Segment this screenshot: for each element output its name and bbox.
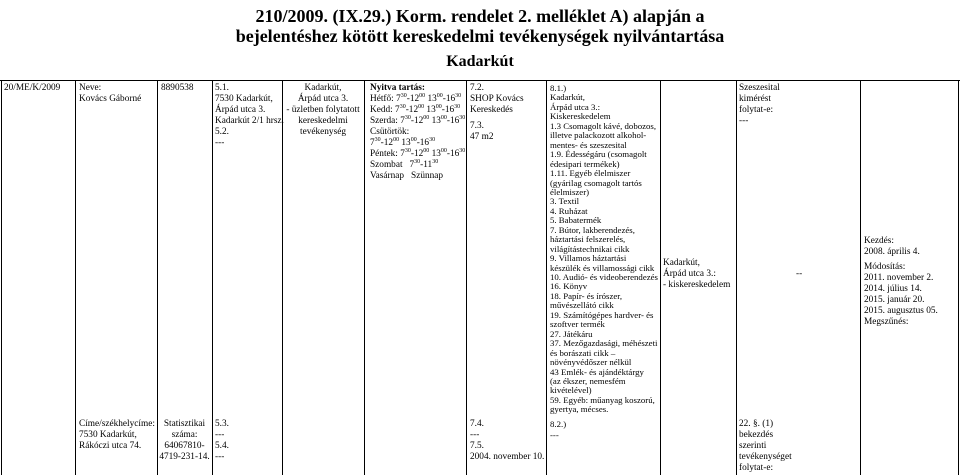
section-22-label: 22. §. (1) bbox=[739, 419, 774, 429]
column-divider bbox=[860, 80, 861, 475]
section-5-1: 5.1. bbox=[215, 83, 229, 93]
product-line: 59. Egyéb: műanyag koszorú, bbox=[550, 394, 655, 405]
section-5-2: 5.2. bbox=[215, 127, 229, 137]
activity-street: Árpád utca 3. bbox=[297, 94, 349, 104]
seat-label: Címe/székhelycíme: bbox=[79, 419, 155, 429]
column-divider bbox=[157, 80, 158, 475]
product-line: Kiskereskedelem bbox=[550, 111, 611, 122]
activity-type: kereskedelmi bbox=[298, 116, 348, 126]
shop-area: 47 m2 bbox=[470, 132, 494, 142]
activity-type: tevékenység bbox=[300, 127, 346, 137]
seat-street: Rákóczi utca 74. bbox=[79, 441, 142, 451]
trade-place-type: - kiskereskedelem bbox=[663, 280, 731, 290]
alcohol-label: Szeszesital bbox=[739, 83, 780, 93]
heading-city: Kadarkút bbox=[446, 53, 514, 70]
section-7-4-value: --- bbox=[470, 430, 480, 440]
product-line: készülék és villamossági cikk bbox=[550, 262, 655, 273]
product-line: Kadarkút, bbox=[550, 92, 585, 103]
product-line: (az ékszer, nemesfém bbox=[550, 375, 626, 386]
product-line: 9. Villamos háztartási bbox=[550, 253, 627, 264]
product-line: élelmiszer) bbox=[550, 186, 590, 197]
column-divider bbox=[466, 80, 467, 475]
modification-date: 2011. november 2. bbox=[864, 273, 934, 283]
column-divider bbox=[546, 80, 547, 475]
product-line: művészellátó cikk bbox=[550, 300, 614, 311]
shop-name: SHOP Kovács bbox=[470, 94, 524, 104]
product-line: 8.1.) bbox=[550, 83, 567, 93]
product-line: 3. Textil bbox=[550, 196, 580, 207]
start-label: Kezdés: bbox=[864, 236, 894, 246]
activity-type: - üzletben folytatott bbox=[286, 105, 360, 115]
shop-name: Kereskedés bbox=[470, 105, 513, 115]
product-line: kivételével) bbox=[550, 385, 592, 396]
section-7-4: 7.4. bbox=[470, 419, 484, 429]
column-divider bbox=[736, 80, 737, 475]
hours-sunday: Vasárnap Szünnap bbox=[370, 171, 444, 181]
hours-monday: Hétfő: $7^{30}-12^{00}$ $13^{00}-16^{30}$ bbox=[370, 93, 462, 104]
section-22-label: bekezdés bbox=[739, 430, 774, 440]
stat-number: 64067810- bbox=[164, 441, 205, 451]
product-line: --- bbox=[550, 430, 559, 440]
registration-number: 20/ME/K/2009 bbox=[4, 83, 61, 93]
stat-number: 4719-231-14. bbox=[159, 452, 210, 462]
product-line: és borászati cikk – bbox=[550, 347, 616, 358]
product-line: mentes- és szeszesital bbox=[550, 139, 627, 150]
column-divider bbox=[364, 80, 365, 475]
termination-label: Megszűnés: bbox=[864, 317, 909, 327]
column-divider bbox=[212, 80, 213, 475]
section-5-3-value: --- bbox=[215, 430, 225, 440]
site-address-lot: Kadarkút 2/1 hrsz. bbox=[215, 116, 284, 126]
section-7-5: 7.5. bbox=[470, 441, 484, 451]
modification-label: Módosítás: bbox=[864, 262, 906, 272]
hours-tuesday: Kedd: $7^{30}-12^{00}$ $13^{00}-16^{30}$ bbox=[370, 104, 461, 115]
product-line: 1.3 Csomagolt kávé, dobozos, bbox=[550, 120, 657, 131]
name-label: Neve: bbox=[79, 83, 102, 93]
product-line: édesipari termékek) bbox=[550, 158, 620, 169]
section-5-4: 5.4. bbox=[215, 441, 229, 451]
start-value: 2008. április 4. bbox=[864, 247, 920, 257]
modification-date: 2014. július 14. bbox=[864, 284, 922, 294]
stat-label: Statisztikai bbox=[163, 419, 206, 429]
product-line: 37. Mezőgazdasági, méhészeti bbox=[550, 338, 658, 349]
modification-date: 2015. január 20. bbox=[864, 295, 925, 305]
product-line: 5. Babatermék bbox=[550, 215, 602, 226]
alcohol-label: folytat-e: bbox=[739, 105, 774, 115]
trade-place-street: Árpád utca 3.: bbox=[663, 269, 716, 279]
site-address-city: 7530 Kadarkút, bbox=[215, 94, 273, 104]
hours-wednesday: Szerda: $7^{30}-12^{00}$ $13^{00}-16^{30}$ bbox=[370, 115, 466, 126]
hours-friday: Péntek: $7^{30}-12^{00}$ $13^{00}-16^{30}$ bbox=[370, 148, 466, 159]
product-line: 43 Emlék- és ajándéktárgy bbox=[550, 366, 644, 377]
hours-thursday: $7^{30}-12^{00}$ $13^{00}-16^{30}$ bbox=[370, 137, 436, 148]
hours-saturday: Szombat $7^{30}-11^{30}$ bbox=[370, 159, 439, 170]
table-top-border bbox=[0, 80, 960, 81]
section-22-label: szerinti bbox=[739, 441, 767, 451]
product-line: 10. Audió- és videoberendezés bbox=[550, 272, 658, 282]
heading-line-1: 210/2009. (IX.29.) Korm. rendelet 2. melléklet A) alapján a bbox=[255, 6, 705, 26]
column-divider bbox=[75, 80, 76, 475]
activity-city: Kadarkút, bbox=[304, 83, 342, 93]
product-line: világítástechnikai cikk bbox=[550, 243, 630, 254]
product-line: 27. Játékáru bbox=[550, 328, 593, 339]
company-reg-number: 8890538 bbox=[161, 83, 194, 93]
column-divider bbox=[282, 80, 283, 475]
heading-line-2: bejelentéshez kötött kereskedelmi tevékenységek nyilvántartása bbox=[235, 26, 725, 46]
product-line: 16. Könyv bbox=[550, 281, 588, 292]
modification-date: 2015. augusztus 05. bbox=[864, 306, 938, 316]
product-line: gyertya, mécses. bbox=[550, 404, 609, 415]
product-line: 1.11. Egyéb élelmiszer bbox=[550, 168, 631, 179]
section-5-4-value: --- bbox=[215, 452, 225, 462]
product-line: Árpád utca 3.: bbox=[550, 101, 601, 112]
site-address-street: Árpád utca 3. bbox=[215, 105, 266, 115]
hours-thursday-label: Csütörtök: bbox=[370, 127, 410, 137]
section-5-3: 5.3. bbox=[215, 419, 229, 429]
section-7-3: 7.3. bbox=[470, 121, 484, 131]
product-line: (gyárilag csomagolt tartós bbox=[550, 177, 642, 188]
product-line: 8.2.) bbox=[550, 419, 567, 429]
column-divider bbox=[1, 80, 2, 475]
trade-place-city: Kadarkút, bbox=[663, 258, 700, 268]
seat-city: 7530 Kadarkút, bbox=[79, 430, 137, 440]
middle-dash: -- bbox=[796, 269, 803, 279]
product-line: 4. Ruházat bbox=[550, 205, 588, 216]
product-line: 1.9. Édességáru (csomagolt bbox=[550, 149, 647, 160]
alcohol-label: kimérést bbox=[739, 94, 772, 104]
stat-label: száma: bbox=[171, 430, 198, 440]
product-line: növényvédőszer nélkül bbox=[550, 357, 632, 368]
start-date: 2004. november 10. bbox=[470, 452, 545, 462]
product-line: háztartási felszerelés, bbox=[550, 234, 626, 245]
product-line: 19. Számítógépes hardver- és bbox=[550, 309, 654, 320]
opening-hours-title: Nyitva tartás: bbox=[370, 83, 425, 93]
column-divider bbox=[660, 80, 661, 475]
column-divider bbox=[958, 80, 959, 475]
section-22-label: folytat-e: bbox=[739, 463, 774, 473]
section-5-2-value: --- bbox=[215, 138, 225, 148]
trader-name: Kovács Gáborné bbox=[79, 94, 142, 104]
alcohol-value: --- bbox=[739, 116, 749, 126]
product-line: illetve palackozott alkohol- bbox=[550, 130, 647, 141]
product-line: 7. Bútor, lakberendezés, bbox=[550, 224, 635, 235]
product-line: 18. Papír- és írószer, bbox=[550, 290, 623, 301]
section-22-label: tevékenységet bbox=[739, 452, 792, 462]
product-line: szoftver termék bbox=[550, 319, 605, 330]
section-7-2: 7.2. bbox=[470, 83, 484, 93]
